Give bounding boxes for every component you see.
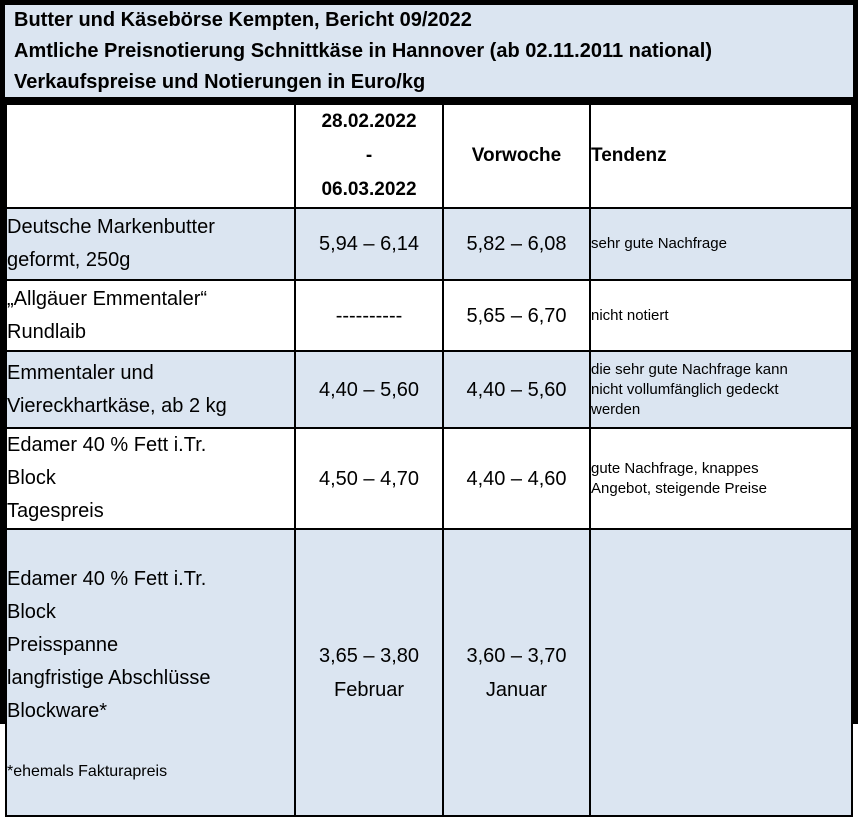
cell-price-current: ---------- (295, 280, 443, 351)
cell-price-prev-week: 4,40 – 5,60 (443, 351, 590, 428)
cell-price-current: 4,40 – 5,60 (295, 351, 443, 428)
column-header-tendenz: Tendenz (590, 104, 852, 208)
cell-trend: nicht notiert (590, 280, 852, 351)
cell-product-emmentaler-hartkaese: Emmentaler und Viereckhartkäse, ab 2 kg (6, 351, 295, 428)
table-row (6, 280, 852, 351)
cell-price-prev-week: 5,65 – 6,70 (443, 280, 590, 351)
cell-price-prev-week: 4,40 – 4,60 (443, 428, 590, 529)
product-name-lines: Edamer 40 % Fett i.Tr. Block Preisspanne langfristige Abschlüsse Blockware* (7, 568, 211, 722)
table-row (6, 208, 852, 280)
report-unit-line: Verkaufspreise und Notierungen in Euro/kg (14, 70, 426, 93)
cell-price-prev-week: 5,82 – 6,08 (443, 208, 590, 280)
cell-trend (590, 529, 852, 816)
cell-price-current: 5,94 – 6,14 (295, 208, 443, 280)
cell-price-current: 4,50 – 4,70 (295, 428, 443, 529)
cell-price-prev-week: 3,60 – 3,70 Januar (443, 529, 590, 816)
product-footnote: *ehemals Fakturapreis (7, 763, 168, 780)
report-header (5, 5, 853, 103)
report-subtitle: Amtliche Preisnotierung Schnittkäse in Hannover (ab 02.11.2011 national) (14, 39, 712, 62)
cell-trend: sehr gute Nachfrage (590, 208, 852, 280)
table-row (6, 428, 852, 529)
cell-product-markenbutter: Deutsche Markenbutter geformt, 250g (6, 208, 295, 280)
report-title: Butter und Käsebörse Kempten, Bericht 09/2022 (14, 8, 472, 31)
table-header-row (6, 104, 852, 208)
table-row (6, 529, 852, 816)
column-header-product (6, 104, 295, 208)
price-table (5, 103, 853, 817)
column-header-period: 28.02.2022 - 06.03.2022 (295, 104, 443, 208)
cell-trend: gute Nachfrage, knappes Angebot, steigende Preise (590, 428, 852, 529)
cell-product-allgaeuer-emmentaler: „Allgäuer Emmentaler“ Rundlaib (6, 280, 295, 351)
cell-product-edamer-tagespreis: Edamer 40 % Fett i.Tr. Block Tagespreis (6, 428, 295, 529)
cell-price-current: 3,65 – 3,80 Februar (295, 529, 443, 816)
column-header-vorwoche: Vorwoche (443, 104, 590, 208)
table-row (6, 351, 852, 428)
cell-product-edamer-preisspanne (6, 529, 295, 816)
cell-trend: die sehr gute Nachfrage kann nicht vollumfänglich gedeckt werden (590, 351, 852, 428)
